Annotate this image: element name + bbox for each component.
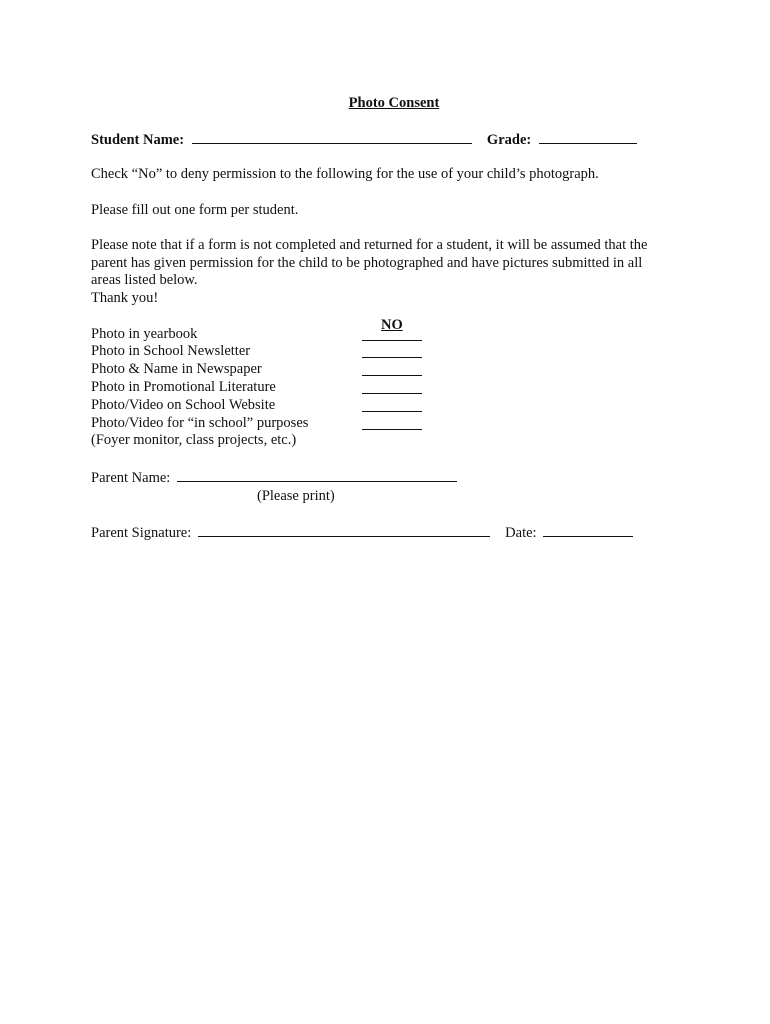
parent-name-row (91, 468, 681, 487)
permission-list (91, 316, 681, 451)
note-line: Please note that if a form is not completed and returned for a student, it will be assumed that the (91, 237, 648, 254)
item-label: Photo/Video for “in school” purposes (91, 414, 309, 431)
parent-name-label: Parent Name: (91, 470, 171, 487)
thank-you: Thank you! (91, 289, 159, 306)
no-checkbox-yearbook[interactable] (362, 329, 422, 341)
student-name-label: Student Name: (91, 132, 185, 148)
list-item (91, 361, 681, 379)
no-checkbox-newspaper[interactable] (362, 364, 422, 376)
date-field[interactable] (543, 523, 633, 537)
list-item (91, 326, 681, 344)
student-grade-row (91, 130, 681, 149)
item-label: Photo/Video on School Website (91, 396, 276, 413)
instruction-check-no: Check “No” to deny permission to the following for the use of your child’s photograph. (91, 166, 599, 182)
item-label: Photo in yearbook (91, 325, 198, 342)
item-label: Photo & Name in Newspaper (91, 361, 262, 378)
date-label: Date: (505, 525, 537, 542)
consent-form-page (91, 94, 681, 542)
list-item (91, 415, 681, 433)
parent-signature-field[interactable] (198, 523, 490, 537)
please-print-hint: (Please print) (257, 488, 335, 505)
form-title: Photo Consent (348, 95, 440, 111)
list-item (91, 343, 681, 361)
no-column-header: NO (381, 316, 403, 333)
no-checkbox-website[interactable] (362, 400, 422, 412)
list-item (91, 397, 681, 415)
student-name-field[interactable] (192, 130, 472, 144)
signature-date-row (91, 523, 681, 542)
no-checkbox-promotional[interactable] (362, 382, 422, 394)
note-line: areas listed below. (91, 272, 198, 289)
grade-label: Grade: (486, 132, 532, 148)
no-checkbox-newsletter[interactable] (362, 346, 422, 358)
items-note: (Foyer monitor, class projects, etc.) (91, 432, 297, 449)
permission-note (91, 237, 681, 307)
item-label: Photo in School Newsletter (91, 343, 251, 360)
instruction-one-form: Please fill out one form per student. (91, 201, 299, 218)
parent-signature-label: Parent Signature: (91, 525, 192, 542)
list-item (91, 379, 681, 397)
no-checkbox-in-school[interactable] (362, 418, 422, 430)
note-line: parent has given permission for the child to be photographed and have pictures submitted in all (91, 254, 643, 271)
item-label: Photo in Promotional Literature (91, 378, 276, 395)
grade-field[interactable] (539, 130, 637, 144)
parent-name-field[interactable] (177, 468, 457, 482)
